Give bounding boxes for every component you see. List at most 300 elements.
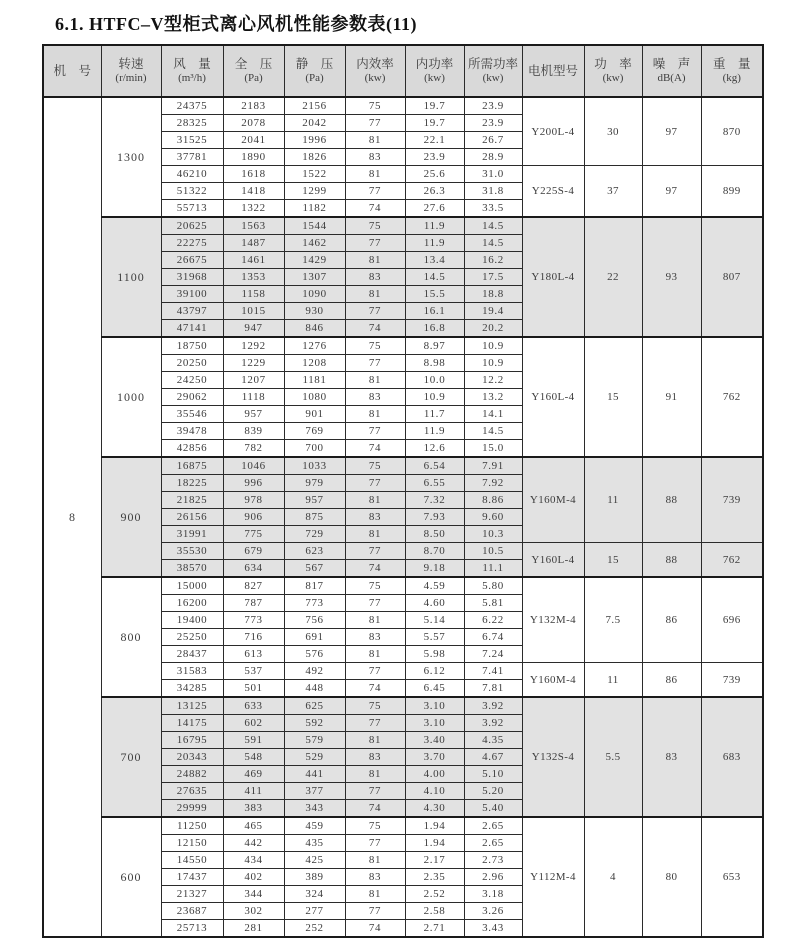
table-header bbox=[43, 45, 763, 97]
cell-efficiency: 77 bbox=[345, 475, 405, 492]
fan-parameter-table bbox=[42, 44, 764, 938]
cell-motor-power: 30 bbox=[584, 97, 642, 166]
cell-static-pressure: 1080 bbox=[284, 389, 345, 406]
cell-required-power: 20.2 bbox=[464, 320, 522, 338]
cell-efficiency: 81 bbox=[345, 766, 405, 783]
cell-weight: 683 bbox=[701, 697, 763, 817]
cell-internal-power: 6.12 bbox=[405, 663, 464, 680]
cell-total-pressure: 465 bbox=[223, 817, 284, 835]
cell-airflow: 18225 bbox=[161, 475, 223, 492]
cell-internal-power: 2.71 bbox=[405, 920, 464, 938]
cell-required-power: 19.4 bbox=[464, 303, 522, 320]
cell-internal-power: 6.54 bbox=[405, 457, 464, 475]
cell-required-power: 3.92 bbox=[464, 697, 522, 715]
cell-internal-power: 4.30 bbox=[405, 800, 464, 818]
cell-total-pressure: 469 bbox=[223, 766, 284, 783]
col-header-machine-no: 机 号 bbox=[43, 45, 101, 97]
cell-internal-power: 27.6 bbox=[405, 200, 464, 218]
cell-airflow: 21825 bbox=[161, 492, 223, 509]
page-title: 6.1. HTFC–V型柜式离心风机性能参数表(11) bbox=[55, 14, 417, 34]
cell-required-power: 14.5 bbox=[464, 423, 522, 440]
cell-airflow: 28325 bbox=[161, 115, 223, 132]
cell-motor-model: Y160L-4 bbox=[522, 543, 584, 578]
cell-noise: 88 bbox=[642, 543, 701, 578]
cell-airflow: 35546 bbox=[161, 406, 223, 423]
cell-required-power: 10.5 bbox=[464, 543, 522, 560]
cell-efficiency: 74 bbox=[345, 920, 405, 938]
cell-required-power: 4.67 bbox=[464, 749, 522, 766]
cell-static-pressure: 930 bbox=[284, 303, 345, 320]
cell-total-pressure: 2078 bbox=[223, 115, 284, 132]
cell-efficiency: 81 bbox=[345, 132, 405, 149]
cell-internal-power: 4.59 bbox=[405, 577, 464, 595]
cell-internal-power: 5.98 bbox=[405, 646, 464, 663]
cell-static-pressure: 901 bbox=[284, 406, 345, 423]
col-header-internal-power: 内功率 (kw) bbox=[405, 45, 464, 97]
cell-efficiency: 81 bbox=[345, 852, 405, 869]
cell-internal-power: 12.6 bbox=[405, 440, 464, 458]
cell-static-pressure: 1182 bbox=[284, 200, 345, 218]
cell-efficiency: 81 bbox=[345, 732, 405, 749]
cell-motor-power: 11 bbox=[584, 457, 642, 543]
cell-internal-power: 11.9 bbox=[405, 235, 464, 252]
cell-required-power: 15.0 bbox=[464, 440, 522, 458]
cell-motor-power: 5.5 bbox=[584, 697, 642, 817]
cell-static-pressure: 846 bbox=[284, 320, 345, 338]
cell-required-power: 28.9 bbox=[464, 149, 522, 166]
cell-efficiency: 81 bbox=[345, 492, 405, 509]
cell-required-power: 4.35 bbox=[464, 732, 522, 749]
cell-internal-power: 4.10 bbox=[405, 783, 464, 800]
cell-noise: 83 bbox=[642, 697, 701, 817]
cell-total-pressure: 996 bbox=[223, 475, 284, 492]
cell-airflow: 34285 bbox=[161, 680, 223, 698]
cell-static-pressure: 1299 bbox=[284, 183, 345, 200]
cell-efficiency: 75 bbox=[345, 337, 405, 355]
cell-airflow: 26675 bbox=[161, 252, 223, 269]
cell-motor-power: 7.5 bbox=[584, 577, 642, 663]
cell-total-pressure: 775 bbox=[223, 526, 284, 543]
cell-internal-power: 9.18 bbox=[405, 560, 464, 578]
cell-weight: 807 bbox=[701, 217, 763, 337]
cell-efficiency: 77 bbox=[345, 355, 405, 372]
cell-internal-power: 2.52 bbox=[405, 886, 464, 903]
cell-static-pressure: 425 bbox=[284, 852, 345, 869]
cell-noise: 88 bbox=[642, 457, 701, 543]
cell-static-pressure: 343 bbox=[284, 800, 345, 818]
cell-internal-power: 16.1 bbox=[405, 303, 464, 320]
cell-static-pressure: 579 bbox=[284, 732, 345, 749]
cell-airflow: 38570 bbox=[161, 560, 223, 578]
cell-static-pressure: 979 bbox=[284, 475, 345, 492]
cell-total-pressure: 537 bbox=[223, 663, 284, 680]
cell-required-power: 14.5 bbox=[464, 217, 522, 235]
cell-required-power: 12.2 bbox=[464, 372, 522, 389]
cell-total-pressure: 1207 bbox=[223, 372, 284, 389]
cell-efficiency: 77 bbox=[345, 835, 405, 852]
cell-total-pressure: 344 bbox=[223, 886, 284, 903]
cell-static-pressure: 1544 bbox=[284, 217, 345, 235]
cell-airflow: 31968 bbox=[161, 269, 223, 286]
cell-efficiency: 81 bbox=[345, 646, 405, 663]
cell-airflow: 23687 bbox=[161, 903, 223, 920]
cell-airflow: 18750 bbox=[161, 337, 223, 355]
cell-airflow: 22275 bbox=[161, 235, 223, 252]
cell-internal-power: 7.93 bbox=[405, 509, 464, 526]
cell-efficiency: 77 bbox=[345, 183, 405, 200]
table-row bbox=[43, 577, 763, 595]
cell-total-pressure: 782 bbox=[223, 440, 284, 458]
cell-airflow: 27635 bbox=[161, 783, 223, 800]
cell-total-pressure: 281 bbox=[223, 920, 284, 938]
cell-total-pressure: 2183 bbox=[223, 97, 284, 115]
cell-internal-power: 26.3 bbox=[405, 183, 464, 200]
cell-total-pressure: 679 bbox=[223, 543, 284, 560]
cell-static-pressure: 1090 bbox=[284, 286, 345, 303]
cell-internal-power: 2.35 bbox=[405, 869, 464, 886]
cell-efficiency: 77 bbox=[345, 235, 405, 252]
cell-internal-power: 1.94 bbox=[405, 817, 464, 835]
col-header-static-pressure: 静 压 (Pa) bbox=[284, 45, 345, 97]
cell-total-pressure: 1487 bbox=[223, 235, 284, 252]
cell-static-pressure: 1429 bbox=[284, 252, 345, 269]
cell-internal-power: 5.57 bbox=[405, 629, 464, 646]
cell-required-power: 2.73 bbox=[464, 852, 522, 869]
cell-efficiency: 81 bbox=[345, 166, 405, 183]
cell-required-power: 6.74 bbox=[464, 629, 522, 646]
cell-static-pressure: 1033 bbox=[284, 457, 345, 475]
cell-static-pressure: 756 bbox=[284, 612, 345, 629]
cell-static-pressure: 769 bbox=[284, 423, 345, 440]
cell-total-pressure: 827 bbox=[223, 577, 284, 595]
cell-airflow: 16200 bbox=[161, 595, 223, 612]
cell-airflow: 31525 bbox=[161, 132, 223, 149]
cell-total-pressure: 591 bbox=[223, 732, 284, 749]
cell-internal-power: 4.00 bbox=[405, 766, 464, 783]
cell-efficiency: 74 bbox=[345, 200, 405, 218]
cell-total-pressure: 613 bbox=[223, 646, 284, 663]
cell-static-pressure: 2042 bbox=[284, 115, 345, 132]
cell-static-pressure: 2156 bbox=[284, 97, 345, 115]
cell-total-pressure: 906 bbox=[223, 509, 284, 526]
cell-airflow: 13125 bbox=[161, 697, 223, 715]
cell-motor-model: Y132S-4 bbox=[522, 697, 584, 817]
cell-static-pressure: 1996 bbox=[284, 132, 345, 149]
speed-cell: 1300 bbox=[101, 97, 161, 217]
cell-weight: 739 bbox=[701, 457, 763, 543]
col-header-noise: 噪 声 dB(A) bbox=[642, 45, 701, 97]
cell-static-pressure: 1462 bbox=[284, 235, 345, 252]
cell-efficiency: 77 bbox=[345, 595, 405, 612]
cell-total-pressure: 1292 bbox=[223, 337, 284, 355]
cell-airflow: 20625 bbox=[161, 217, 223, 235]
cell-noise: 86 bbox=[642, 663, 701, 698]
cell-static-pressure: 441 bbox=[284, 766, 345, 783]
cell-efficiency: 74 bbox=[345, 440, 405, 458]
cell-total-pressure: 787 bbox=[223, 595, 284, 612]
col-header-airflow: 风 量 (m³/h) bbox=[161, 45, 223, 97]
cell-airflow: 51322 bbox=[161, 183, 223, 200]
cell-required-power: 31.8 bbox=[464, 183, 522, 200]
cell-required-power: 14.1 bbox=[464, 406, 522, 423]
cell-static-pressure: 623 bbox=[284, 543, 345, 560]
cell-airflow: 46210 bbox=[161, 166, 223, 183]
cell-efficiency: 75 bbox=[345, 97, 405, 115]
cell-efficiency: 83 bbox=[345, 509, 405, 526]
cell-static-pressure: 252 bbox=[284, 920, 345, 938]
speed-cell: 1100 bbox=[101, 217, 161, 337]
cell-required-power: 11.1 bbox=[464, 560, 522, 578]
cell-total-pressure: 1353 bbox=[223, 269, 284, 286]
header-row bbox=[43, 45, 763, 97]
table-row bbox=[43, 697, 763, 715]
cell-noise: 97 bbox=[642, 97, 701, 166]
col-header-required-power: 所需功率 (kw) bbox=[464, 45, 522, 97]
cell-motor-power: 11 bbox=[584, 663, 642, 698]
cell-motor-power: 37 bbox=[584, 166, 642, 218]
cell-static-pressure: 1307 bbox=[284, 269, 345, 286]
cell-airflow: 47141 bbox=[161, 320, 223, 338]
cell-static-pressure: 576 bbox=[284, 646, 345, 663]
cell-efficiency: 77 bbox=[345, 663, 405, 680]
cell-airflow: 17437 bbox=[161, 869, 223, 886]
cell-weight: 653 bbox=[701, 817, 763, 937]
cell-total-pressure: 978 bbox=[223, 492, 284, 509]
table-row bbox=[43, 817, 763, 835]
cell-efficiency: 81 bbox=[345, 372, 405, 389]
cell-total-pressure: 1322 bbox=[223, 200, 284, 218]
cell-internal-power: 10.9 bbox=[405, 389, 464, 406]
machine-no-cell: 8 bbox=[43, 97, 101, 937]
cell-required-power: 8.86 bbox=[464, 492, 522, 509]
cell-required-power: 7.81 bbox=[464, 680, 522, 698]
cell-efficiency: 77 bbox=[345, 303, 405, 320]
cell-airflow: 25713 bbox=[161, 920, 223, 938]
cell-airflow: 20343 bbox=[161, 749, 223, 766]
cell-internal-power: 16.8 bbox=[405, 320, 464, 338]
cell-static-pressure: 448 bbox=[284, 680, 345, 698]
table-row bbox=[43, 217, 763, 235]
cell-airflow: 14175 bbox=[161, 715, 223, 732]
speed-cell: 700 bbox=[101, 697, 161, 817]
cell-airflow: 55713 bbox=[161, 200, 223, 218]
cell-total-pressure: 411 bbox=[223, 783, 284, 800]
cell-airflow: 15000 bbox=[161, 577, 223, 595]
cell-weight: 762 bbox=[701, 337, 763, 457]
cell-static-pressure: 1208 bbox=[284, 355, 345, 372]
cell-required-power: 6.22 bbox=[464, 612, 522, 629]
cell-motor-model: Y225S-4 bbox=[522, 166, 584, 218]
cell-static-pressure: 567 bbox=[284, 560, 345, 578]
cell-static-pressure: 277 bbox=[284, 903, 345, 920]
cell-internal-power: 8.70 bbox=[405, 543, 464, 560]
cell-static-pressure: 1522 bbox=[284, 166, 345, 183]
cell-efficiency: 77 bbox=[345, 903, 405, 920]
cell-static-pressure: 691 bbox=[284, 629, 345, 646]
cell-airflow: 16875 bbox=[161, 457, 223, 475]
col-header-motor-model: 电机型号 bbox=[522, 45, 584, 97]
cell-required-power: 5.80 bbox=[464, 577, 522, 595]
cell-efficiency: 74 bbox=[345, 680, 405, 698]
cell-weight: 899 bbox=[701, 166, 763, 218]
cell-motor-model: Y160M-4 bbox=[522, 663, 584, 698]
cell-required-power: 3.26 bbox=[464, 903, 522, 920]
cell-required-power: 31.0 bbox=[464, 166, 522, 183]
speed-cell: 900 bbox=[101, 457, 161, 577]
table-row bbox=[43, 457, 763, 475]
cell-airflow: 14550 bbox=[161, 852, 223, 869]
cell-required-power: 2.65 bbox=[464, 817, 522, 835]
cell-required-power: 7.92 bbox=[464, 475, 522, 492]
cell-total-pressure: 1229 bbox=[223, 355, 284, 372]
cell-total-pressure: 634 bbox=[223, 560, 284, 578]
cell-static-pressure: 592 bbox=[284, 715, 345, 732]
cell-required-power: 14.5 bbox=[464, 235, 522, 252]
cell-airflow: 28437 bbox=[161, 646, 223, 663]
cell-internal-power: 3.10 bbox=[405, 697, 464, 715]
cell-efficiency: 74 bbox=[345, 320, 405, 338]
cell-airflow: 29999 bbox=[161, 800, 223, 818]
cell-internal-power: 3.10 bbox=[405, 715, 464, 732]
col-header-total-pressure: 全 压 (Pa) bbox=[223, 45, 284, 97]
cell-efficiency: 81 bbox=[345, 526, 405, 543]
cell-efficiency: 83 bbox=[345, 389, 405, 406]
speed-cell: 600 bbox=[101, 817, 161, 937]
cell-internal-power: 11.9 bbox=[405, 217, 464, 235]
cell-airflow: 31991 bbox=[161, 526, 223, 543]
cell-airflow: 35530 bbox=[161, 543, 223, 560]
cell-motor-model: Y200L-4 bbox=[522, 97, 584, 166]
cell-required-power: 9.60 bbox=[464, 509, 522, 526]
cell-static-pressure: 529 bbox=[284, 749, 345, 766]
cell-airflow: 24250 bbox=[161, 372, 223, 389]
cell-noise: 80 bbox=[642, 817, 701, 937]
cell-airflow: 43797 bbox=[161, 303, 223, 320]
cell-efficiency: 75 bbox=[345, 457, 405, 475]
cell-static-pressure: 459 bbox=[284, 817, 345, 835]
cell-airflow: 39100 bbox=[161, 286, 223, 303]
cell-static-pressure: 957 bbox=[284, 492, 345, 509]
cell-internal-power: 15.5 bbox=[405, 286, 464, 303]
cell-internal-power: 19.7 bbox=[405, 115, 464, 132]
cell-airflow: 20250 bbox=[161, 355, 223, 372]
cell-noise: 86 bbox=[642, 577, 701, 663]
cell-total-pressure: 633 bbox=[223, 697, 284, 715]
cell-airflow: 31583 bbox=[161, 663, 223, 680]
cell-efficiency: 83 bbox=[345, 869, 405, 886]
cell-required-power: 10.3 bbox=[464, 526, 522, 543]
cell-airflow: 19400 bbox=[161, 612, 223, 629]
cell-weight: 696 bbox=[701, 577, 763, 663]
cell-motor-power: 22 bbox=[584, 217, 642, 337]
cell-efficiency: 77 bbox=[345, 423, 405, 440]
cell-static-pressure: 1181 bbox=[284, 372, 345, 389]
cell-airflow: 24882 bbox=[161, 766, 223, 783]
cell-internal-power: 6.45 bbox=[405, 680, 464, 698]
cell-static-pressure: 324 bbox=[284, 886, 345, 903]
cell-weight: 739 bbox=[701, 663, 763, 698]
cell-airflow: 16795 bbox=[161, 732, 223, 749]
col-header-speed: 转速 (r/min) bbox=[101, 45, 161, 97]
cell-required-power: 23.9 bbox=[464, 115, 522, 132]
cell-motor-model: Y112M-4 bbox=[522, 817, 584, 937]
cell-required-power: 16.2 bbox=[464, 252, 522, 269]
cell-total-pressure: 957 bbox=[223, 406, 284, 423]
cell-motor-model: Y132M-4 bbox=[522, 577, 584, 663]
cell-required-power: 10.9 bbox=[464, 337, 522, 355]
cell-internal-power: 2.58 bbox=[405, 903, 464, 920]
cell-internal-power: 8.97 bbox=[405, 337, 464, 355]
cell-required-power: 23.9 bbox=[464, 97, 522, 115]
cell-internal-power: 2.17 bbox=[405, 852, 464, 869]
cell-internal-power: 8.98 bbox=[405, 355, 464, 372]
cell-total-pressure: 773 bbox=[223, 612, 284, 629]
cell-efficiency: 77 bbox=[345, 715, 405, 732]
cell-required-power: 2.96 bbox=[464, 869, 522, 886]
cell-internal-power: 13.4 bbox=[405, 252, 464, 269]
cell-total-pressure: 1418 bbox=[223, 183, 284, 200]
cell-required-power: 5.10 bbox=[464, 766, 522, 783]
cell-internal-power: 1.94 bbox=[405, 835, 464, 852]
cell-efficiency: 75 bbox=[345, 217, 405, 235]
cell-required-power: 5.81 bbox=[464, 595, 522, 612]
cell-airflow: 39478 bbox=[161, 423, 223, 440]
cell-internal-power: 10.0 bbox=[405, 372, 464, 389]
cell-airflow: 25250 bbox=[161, 629, 223, 646]
cell-static-pressure: 875 bbox=[284, 509, 345, 526]
cell-efficiency: 83 bbox=[345, 149, 405, 166]
cell-total-pressure: 402 bbox=[223, 869, 284, 886]
cell-total-pressure: 442 bbox=[223, 835, 284, 852]
cell-internal-power: 11.9 bbox=[405, 423, 464, 440]
cell-efficiency: 74 bbox=[345, 800, 405, 818]
cell-internal-power: 6.55 bbox=[405, 475, 464, 492]
cell-required-power: 2.65 bbox=[464, 835, 522, 852]
cell-airflow: 37781 bbox=[161, 149, 223, 166]
cell-total-pressure: 302 bbox=[223, 903, 284, 920]
cell-airflow: 12150 bbox=[161, 835, 223, 852]
cell-noise: 91 bbox=[642, 337, 701, 457]
cell-total-pressure: 1015 bbox=[223, 303, 284, 320]
cell-internal-power: 11.7 bbox=[405, 406, 464, 423]
cell-required-power: 7.24 bbox=[464, 646, 522, 663]
cell-noise: 93 bbox=[642, 217, 701, 337]
cell-static-pressure: 700 bbox=[284, 440, 345, 458]
cell-airflow: 21327 bbox=[161, 886, 223, 903]
cell-total-pressure: 1461 bbox=[223, 252, 284, 269]
speed-cell: 1000 bbox=[101, 337, 161, 457]
cell-static-pressure: 377 bbox=[284, 783, 345, 800]
cell-static-pressure: 625 bbox=[284, 697, 345, 715]
cell-efficiency: 77 bbox=[345, 783, 405, 800]
cell-efficiency: 83 bbox=[345, 629, 405, 646]
cell-efficiency: 83 bbox=[345, 749, 405, 766]
cell-total-pressure: 383 bbox=[223, 800, 284, 818]
cell-efficiency: 81 bbox=[345, 252, 405, 269]
cell-internal-power: 25.6 bbox=[405, 166, 464, 183]
cell-weight: 870 bbox=[701, 97, 763, 166]
cell-noise: 97 bbox=[642, 166, 701, 218]
cell-efficiency: 75 bbox=[345, 817, 405, 835]
table-body bbox=[43, 97, 763, 937]
cell-required-power: 7.91 bbox=[464, 457, 522, 475]
cell-total-pressure: 1046 bbox=[223, 457, 284, 475]
cell-total-pressure: 434 bbox=[223, 852, 284, 869]
cell-total-pressure: 1890 bbox=[223, 149, 284, 166]
cell-static-pressure: 1276 bbox=[284, 337, 345, 355]
cell-internal-power: 14.5 bbox=[405, 269, 464, 286]
cell-motor-power: 15 bbox=[584, 337, 642, 457]
